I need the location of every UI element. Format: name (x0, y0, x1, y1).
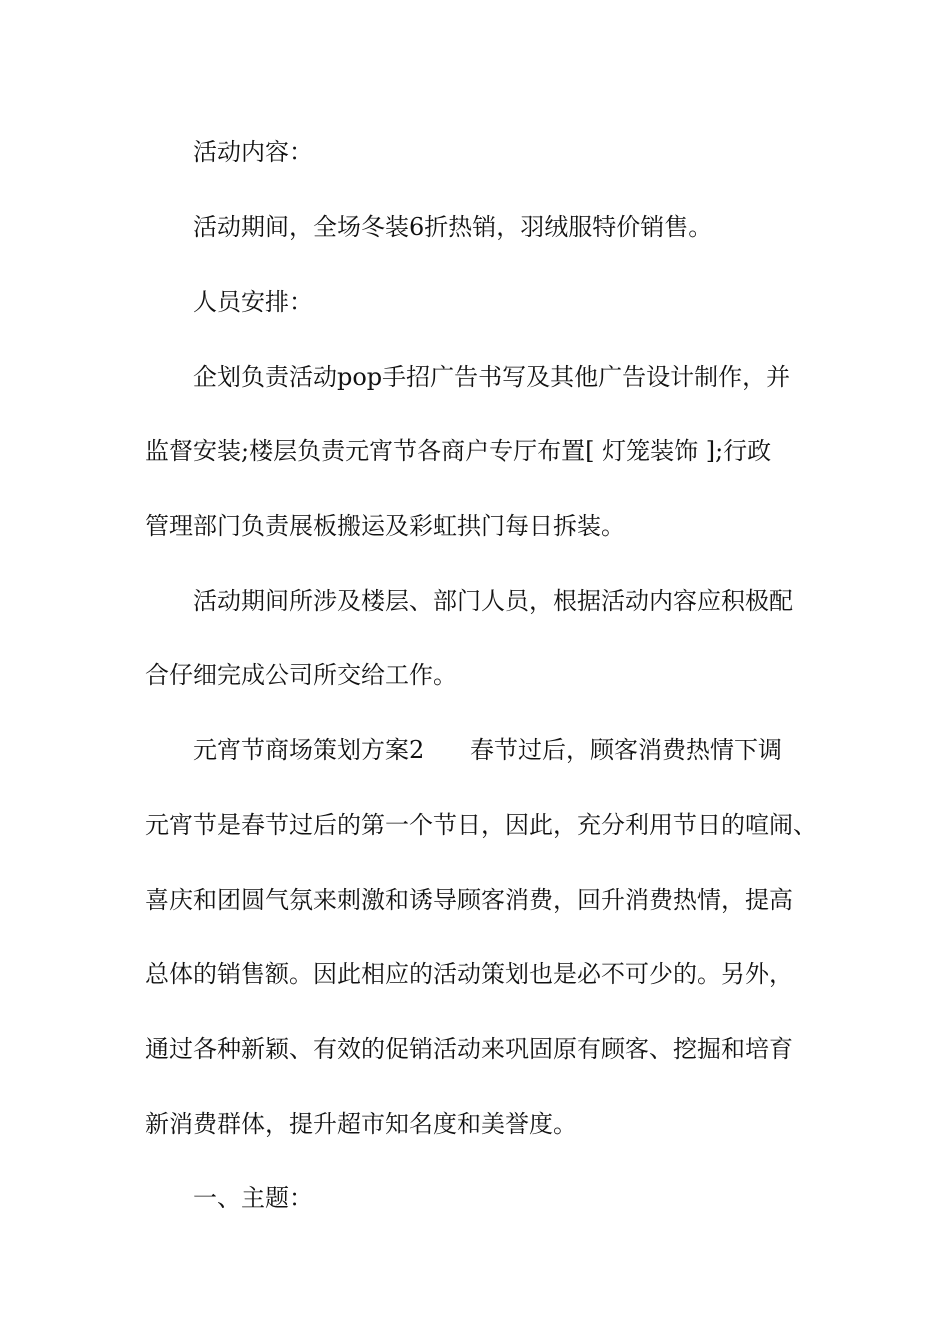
section-title-line: 元宵节商场策划方案2 春节过后，顾客消费热情下调 (193, 736, 783, 764)
paragraph-line: 总体的销售额。因此相应的活动策划也是必不可少的。另外， (145, 960, 793, 988)
paragraph-line: 元宵节是春节过后的第一个节日，因此，充分利用节日的喧闹、 (145, 811, 817, 839)
paragraph-line: 通过各种新颖、有效的促销活动来巩固原有顾客、挖掘和培育 (145, 1035, 793, 1063)
paragraph-line: 新消费群体，提升超市知名度和美誉度。 (145, 1110, 577, 1138)
paragraph-line: 喜庆和团圆气氛来刺激和诱导顾客消费，回升消费热情，提高 (145, 886, 793, 914)
paragraph-heading-staff-arrangement: 人员安排： (193, 288, 313, 316)
paragraph-line: 活动期间所涉及楼层、部门人员，根据活动内容应积极配 (193, 587, 793, 615)
paragraph-line: 合仔细完成公司所交给工作。 (145, 661, 457, 689)
paragraph-heading-activity-content: 活动内容： (193, 138, 313, 166)
paragraph-line: 管理部门负责展板搬运及彩虹拱门每日拆装。 (145, 512, 625, 540)
section-heading-theme: 一、主题： (193, 1184, 313, 1212)
paragraph-line: 监督安装;楼层负责元宵节各商户专厅布置[ 灯笼装饰 ];行政 (145, 437, 772, 465)
paragraph-line: 企划负责活动pop手招广告书写及其他广告设计制作，并 (193, 363, 791, 391)
paragraph-line: 活动期间，全场冬装6折热销，羽绒服特价销售。 (193, 213, 713, 241)
